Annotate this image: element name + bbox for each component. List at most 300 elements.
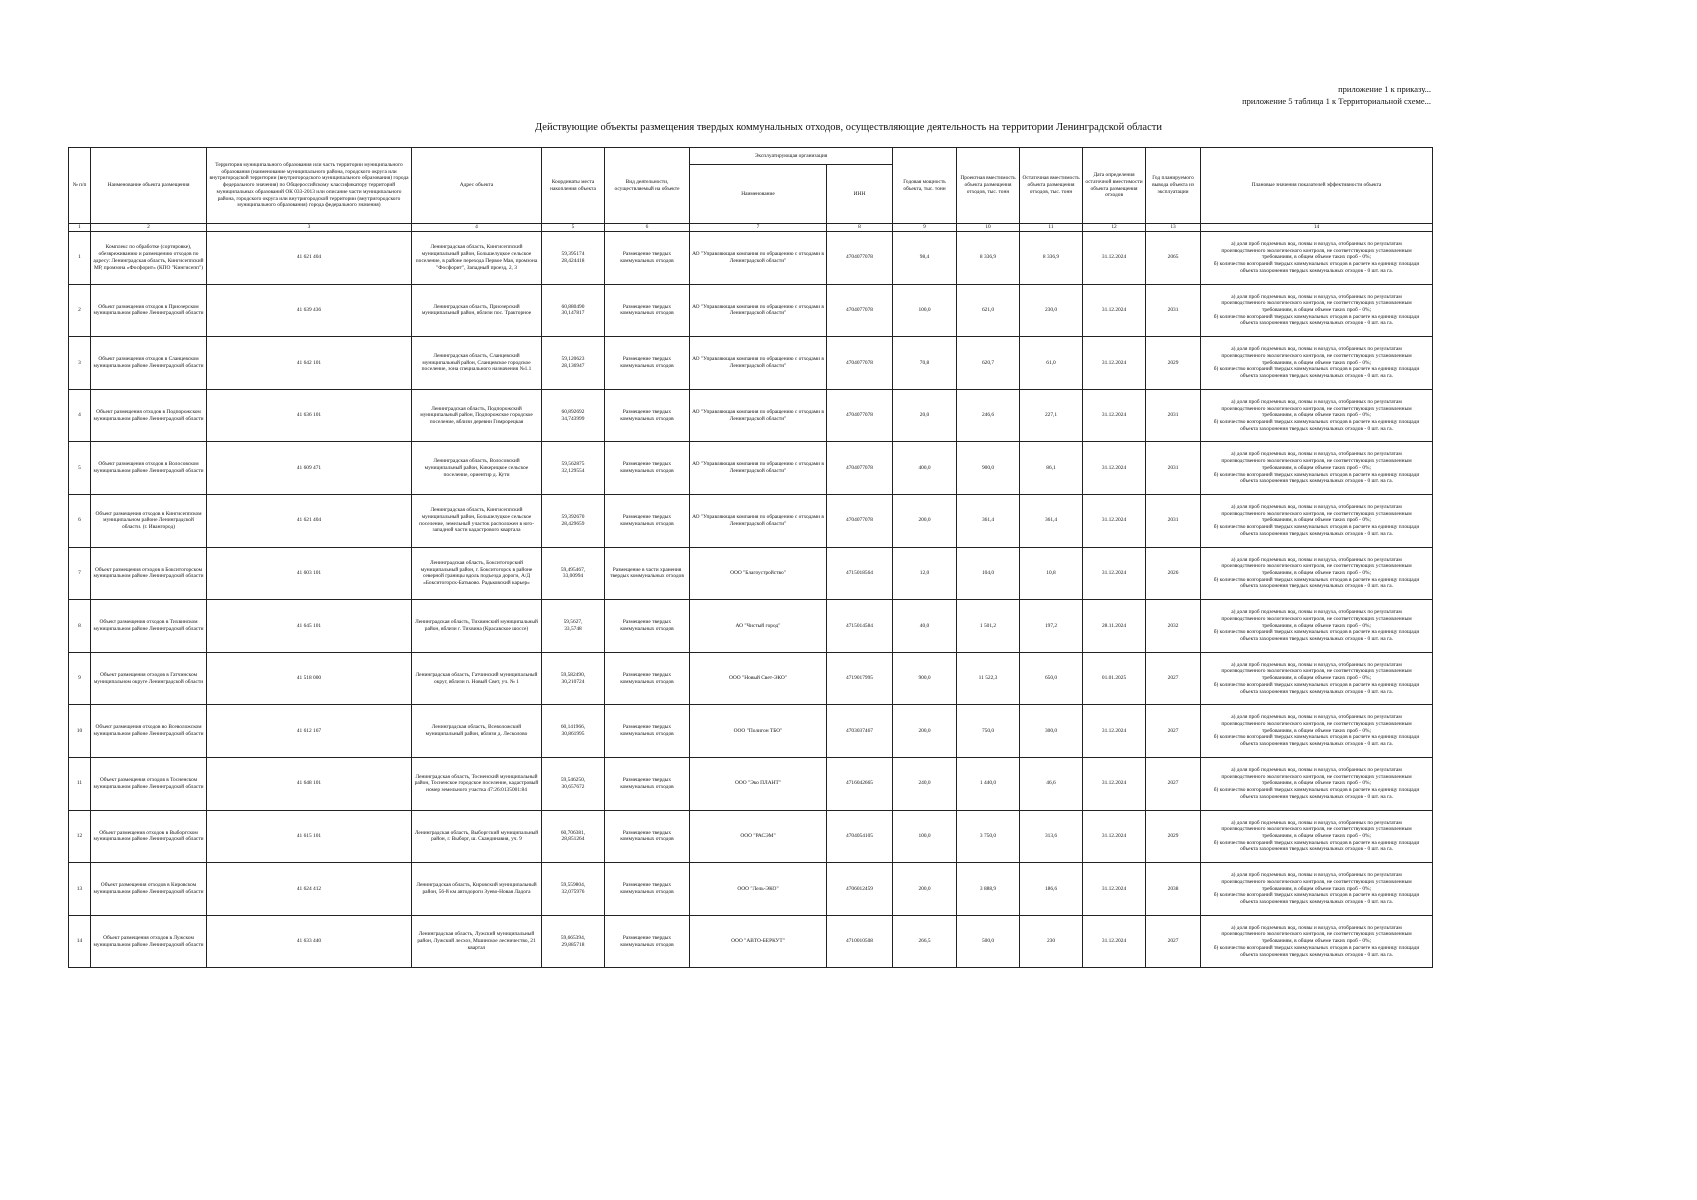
indicator-line: объекта захоронения твердых коммунальных отходов - 0 шт. на га. [1240,478,1393,485]
cell-activity: Размещение твердых коммунальных отходов [605,915,690,968]
cell-indicators [1201,810,1433,863]
cell-indicators [1201,337,1433,390]
cell-num: 3 [69,337,91,390]
cell-capacity: 240,0 [893,757,957,810]
cell-date: 31.12.2024 [1083,232,1146,285]
cell-indicators [1201,547,1433,600]
cell-capacity: 200,0 [893,863,957,916]
header-activity: Вид деятельности, осуществляемый на объекте [605,148,690,224]
cell-indicators [1201,284,1433,337]
cell-num: 7 [69,547,91,600]
cell-oktmo: 41 636 101 [207,389,412,442]
cell-coords: 59,562875 32,129554 [542,442,605,495]
header-remaining: Остаточная вместимость объекта размещения отходов, тыс. тонн [1020,148,1083,224]
cell-inn: 4704077078 [827,232,893,285]
cell-remaining: 650,0 [1020,652,1083,705]
indicator-line: б) количество возгораний твердых коммунальных отходов в расчете на единицу площади [1213,892,1420,899]
indicator-line: а) доля проб подземных вод, почвы и воздуха, отобранных по результатам [1231,504,1402,510]
indicator-line: производственного экологического контроля, не соответствующих установленным [1221,300,1412,307]
indicator-line: объекта захоронения твердых коммунальных отходов - 0 шт. на га. [1240,267,1393,274]
cell-volume: 1 501,2 [957,600,1020,653]
indicator-line: требованиям, в общем объеме таких проб - 0%; [1262,359,1372,366]
cell-capacity: 40,0 [893,600,957,653]
cell-volume: 620,7 [957,337,1020,390]
cell-remaining: 186,6 [1020,863,1083,916]
cell-oktmo: 41 609 471 [207,442,412,495]
indicator-line: б) количество возгораний твердых коммунальных отходов в расчете на единицу площади [1213,681,1420,688]
indicator-line: а) доля проб подземных вод, почвы и воздуха, отобранных по результатам [1231,766,1402,773]
indicator-line: производственного экологического контроля, не соответствующих установленным [1221,773,1412,780]
cell-inn: 4715014584 [827,600,893,653]
cell-inn: 4704077078 [827,284,893,337]
cell-oktmo: 41 639 436 [207,284,412,337]
cell-num: 11 [69,757,91,810]
cell-remaining: 300,0 [1020,705,1083,758]
cell-remaining: 227,1 [1020,389,1083,442]
column-number: 3 [207,224,412,232]
indicator-line: требованиям, в общем объеме таких проб - 0%; [1262,570,1372,576]
table-row [69,810,1433,863]
indicator-line: производственного экологического контроля, не соответствующих установленным [1221,352,1412,359]
indicator-line: объекта захоронения твердых коммунальных отходов - 0 шт. на га. [1240,741,1393,748]
cell-activity: Размещение твердых коммунальных отходов [605,600,690,653]
indicator-line: требованиям, в общем объеме таких проб - 0%; [1262,780,1372,787]
cell-capacity: 100,0 [893,284,957,337]
cell-inn: 4710010508 [827,915,893,968]
table-row [69,915,1433,968]
column-number: 4 [412,224,542,232]
indicator-line: б) количество возгораний твердых коммунальных отходов в расчете на единицу площади [1213,524,1420,531]
indicator-line: производственного экологического контроля, не соответствующих установленным [1221,721,1412,728]
indicator-line: объекта захоронения твердых коммунальных отходов - 0 шт. на га. [1240,530,1393,537]
cell-volume: 246,6 [957,389,1020,442]
cell-year: 2029 [1146,337,1201,390]
cell-date: 31.12.2024 [1083,442,1146,495]
cell-remaining: 46,6 [1020,757,1083,810]
cell-operator: ООО "Новый Свет-ЭКО" [690,652,827,705]
cell-oktmo: 41 621 404 [207,232,412,285]
cell-name: Объект размещения отходов в Подпорожском муниципальном районе Ленинградской области [91,389,207,442]
waste-facilities-table [68,147,1433,968]
appendix-note [1242,83,1431,107]
indicator-line: производственного экологического контроля, не соответствующих установленным [1221,878,1412,885]
cell-num: 6 [69,494,91,547]
cell-inn: 4715018564 [827,547,893,600]
cell-year: 2038 [1146,863,1201,916]
cell-coords: 59,495467, 33,00994 [542,547,605,600]
indicator-line: б) количество возгораний твердых коммунальных отходов в расчете на единицу площади [1213,366,1420,373]
cell-oktmo: 41 633 440 [207,915,412,968]
cell-date: 31.12.2024 [1083,389,1146,442]
cell-name: Объект размещения отходов в Тосненском муниципальном районе Ленинградской области [91,757,207,810]
indicator-line: б) количество возгораний твердых коммунальных отходов в расчете на единицу площади [1213,734,1420,741]
indicator-line: производственного экологического контроля, не соответствующих установленным [1221,247,1412,254]
cell-year: 2027 [1146,757,1201,810]
column-number: 7 [690,224,827,232]
header-coords: Координаты места накопления объекта [542,148,605,224]
cell-capacity: 12,0 [893,547,957,600]
cell-operator: ООО "АВТО-БЕРКУТ" [690,915,827,968]
cell-name: Объект размещения отходов в Сланцевском муниципальном районе Ленинградской области [91,337,207,390]
cell-name: Объект размещения отходов в Гатчинском муниципальном округе Ленинградской области [91,652,207,705]
indicator-line: производственного экологического контроля, не соответствующих установленным [1221,931,1412,938]
cell-volume: 900,0 [957,442,1020,495]
indicator-line: производственного экологического контроля, не соответствующих установленным [1221,458,1412,465]
cell-num: 9 [69,652,91,705]
indicator-line: а) доля проб подземных вод, почвы и воздуха, отобранных по результатам [1231,661,1402,668]
indicator-line: производственного экологического контроля, не соответствующих установленным [1221,668,1412,675]
cell-volume: 104,0 [957,547,1020,600]
cell-inn: 4716042665 [827,757,893,810]
cell-operator: АО "Управляющая компания по обращению с отходами в Ленинградской области" [690,337,827,390]
cell-capacity: 200,0 [893,705,957,758]
cell-oktmo: 41 518 000 [207,652,412,705]
cell-name: Объект размещения отходов в Приозерском муниципальном районе Ленинградской области [91,284,207,337]
cell-operator: АО "Управляющая компания по обращению с отходами в Ленинградской области" [690,284,827,337]
indicator-line: объекта захоронения твердых коммунальных отходов - 0 шт. на га. [1240,425,1393,432]
header-address: Адрес объекта [412,148,542,224]
column-number: 8 [827,224,893,232]
column-number: 13 [1146,224,1201,232]
cell-inn: 4704077078 [827,389,893,442]
table-row [69,547,1433,600]
cell-capacity: 400,0 [893,442,957,495]
cell-oktmo: 41 603 101 [207,547,412,600]
cell-inn: 4719017995 [827,652,893,705]
indicator-line: б) количество возгораний твердых коммунальных отходов в расчете на единицу площади [1213,576,1420,583]
cell-coords: 59,120623 28,136947 [542,337,605,390]
column-number: 5 [542,224,605,232]
cell-oktmo: 41 612 167 [207,705,412,758]
cell-num: 13 [69,863,91,916]
cell-volume: 8 336,9 [957,232,1020,285]
cell-year: 2026 [1146,547,1201,600]
cell-year: 2027 [1146,705,1201,758]
cell-date: 31.12.2024 [1083,810,1146,863]
cell-operator: ООО "Эко ПЛАНТ" [690,757,827,810]
cell-operator: ООО "Лель-ЭКО" [690,863,827,916]
cell-operator: АО "Управляющая компания по обращению с отходами в Ленинградской области" [690,389,827,442]
column-number: 2 [91,224,207,232]
cell-remaining: 61,0 [1020,337,1083,390]
cell-oktmo: 41 621 404 [207,494,412,547]
header-name: Наименование объекта размещения [91,148,207,224]
cell-activity: Размещение твердых коммунальных отходов [605,810,690,863]
cell-oktmo: 41 615 101 [207,810,412,863]
cell-date: 01.01.2025 [1083,652,1146,705]
header-volume: Проектная вместимость объекта размещения отходов, тыс. тонн [957,148,1020,224]
cell-address: Ленинградская область, Кингисеппский муниципальный район, Большелуцкое сельское поселение, в районе перехода Первое Мая, промзона "Фосфорит", Западный проезд, 2, 3 [412,232,542,285]
indicator-line: б) количество возгораний твердых коммунальных отходов в расчете на единицу площади [1213,839,1420,846]
cell-capacity: 98,4 [893,232,957,285]
cell-operator: АО "Управляющая компания по обращению с отходами в Ленинградской области" [690,494,827,547]
header-territory: Территория муниципального образования или часть территории муниципального образования (наименование муниципального района, городского округа или внутригородской территории (внутригородского муниципального образования) города федерального значения) по Общероссийскому классификатору территорий муниципальных образований ОК 033-2013 или описание части муниципального района, городского округа или внутригородской территории (внутригородского муниципального образования) города федерального значения) [207,148,412,224]
cell-remaining: 361,4 [1020,494,1083,547]
cell-operator: АО "Управляющая компания по обращению с отходами в Ленинградской области" [690,442,827,495]
cell-volume: 3 888,9 [957,863,1020,916]
cell-activity: Размещение твердых коммунальных отходов [605,389,690,442]
cell-capacity: 20,0 [893,389,957,442]
indicator-line: производственного экологического контроля, не соответствующих установленным [1221,563,1412,570]
indicator-line: объекта захоронения твердых коммунальных отходов - 0 шт. на га. [1240,320,1393,327]
indicator-line: а) доля проб подземных вод, почвы и воздуха, отобранных по результатам [1231,924,1402,931]
cell-name: Объект размещения отходов в Лужском муниципальном районе Ленинградской области [91,915,207,968]
cell-coords: 59,392670 28,429659 [542,494,605,547]
cell-name: Объект размещения отходов во Всеволожском муниципальном районе Ленинградской области [91,705,207,758]
cell-indicators [1201,389,1433,442]
cell-name: Объект размещения отходов в Кировском муниципальном районе Ленинградской области [91,863,207,916]
cell-indicators [1201,232,1433,285]
indicator-line: производственного экологического контроля, не соответствующих установленным [1221,615,1412,622]
indicator-line: объекта захоронения твердых коммунальных отходов - 0 шт. на га. [1240,793,1393,800]
indicator-line: требованиям, в общем объеме таких проб - 0%; [1262,727,1372,734]
table-row [69,389,1433,442]
cell-num: 5 [69,442,91,495]
header-inn: ИНН [827,165,893,224]
cell-activity: Размещение твердых коммунальных отходов [605,863,690,916]
cell-activity: Размещение твердых коммунальных отходов [605,442,690,495]
indicator-line: требованиям, в общем объеме таких проб - 0%; [1262,622,1372,629]
cell-remaining: 230 [1020,915,1083,968]
cell-operator: ООО "РАСЭМ" [690,810,827,863]
cell-operator: АО "Управляющая компания по обращению с отходами в Ленинградской области" [690,232,827,285]
cell-date: 31.12.2024 [1083,757,1146,810]
indicator-line: требованиям, в общем объеме таких проб - 0%; [1262,675,1372,682]
cell-year: 2027 [1146,915,1201,968]
cell-coords: 59,5627, 33,5748 [542,600,605,653]
cell-inn: 4704077078 [827,494,893,547]
cell-inn: 4703037467 [827,705,893,758]
indicator-line: требованиям, в общем объеме таких проб - 0%; [1262,412,1372,419]
cell-num: 12 [69,810,91,863]
cell-year: 2027 [1146,652,1201,705]
cell-year: 2032 [1146,600,1201,653]
cell-capacity: 200,0 [893,494,957,547]
cell-indicators [1201,600,1433,653]
column-number: 14 [1201,224,1433,232]
indicator-line: производственного экологического контроля, не соответствующих установленным [1221,405,1412,412]
cell-address: Ленинградская область, Волосовский муниципальный район, Кикерицкое сельское поселение, ориентир д. Кути [412,442,542,495]
cell-date: 31.12.2024 [1083,547,1146,600]
indicator-line: а) доля проб подземных вод, почвы и воздуха, отобранных по результатам [1231,451,1402,458]
cell-address: Ленинградская область, Приозерский муниципальный район, вблизи пос. Тракторное [412,284,542,337]
table-body [69,232,1433,968]
cell-remaining: 10,8 [1020,547,1083,600]
cell-oktmo: 41 648 101 [207,757,412,810]
cell-indicators [1201,705,1433,758]
cell-num: 14 [69,915,91,968]
table-row [69,652,1433,705]
indicator-line: объекта захоронения твердых коммунальных отходов - 0 шт. на га. [1240,636,1393,642]
cell-coords: 59,665394, 29,885718 [542,915,605,968]
cell-operator: ООО "Полигон ТБО" [690,705,827,758]
table-row [69,757,1433,810]
cell-activity: Размещение твердых коммунальных отходов [605,337,690,390]
cell-address: Ленинградская область, Кировский муниципальный район, 56-й км автодороги Зуево-Новая Ладога [412,863,542,916]
cell-indicators [1201,757,1433,810]
indicator-line: объекта захоронения твердых коммунальных отходов - 0 шт. на га. [1240,846,1393,853]
header-operator-name: Наименование [690,165,827,224]
cell-date: 31.12.2024 [1083,705,1146,758]
cell-name: Комплекс по обработке (сортировке), обезвреживанию и размещению отходов по адресу: Ленинградская область, Кингисеппский МР, промзона «Фосфорит» (КПО "Кингисепп") [91,232,207,285]
indicator-line: б) количество возгораний твердых коммунальных отходов в расчете на единицу площади [1213,944,1420,951]
cell-num: 8 [69,600,91,653]
table-row [69,337,1433,390]
cell-coords: 60,880490 30,147817 [542,284,605,337]
table-row [69,863,1433,916]
cell-activity: Размещение твердых коммунальных отходов [605,757,690,810]
indicator-line: б) количество возгораний твердых коммунальных отходов в расчете на единицу площади [1213,787,1420,794]
cell-coords: 60,706381, 28,851264 [542,810,605,863]
cell-oktmo: 41 624 412 [207,863,412,916]
indicator-line: а) доля проб подземных вод, почвы и воздуха, отобранных по результатам [1231,398,1402,405]
column-number: 1 [69,224,91,232]
indicator-line: требованиям, в общем объеме таких проб - 0%; [1262,464,1372,471]
header-operator-group: Эксплуатирующая организация [690,148,893,165]
cell-remaining: 8 336,9 [1020,232,1083,285]
indicator-line: требованиям, в общем объеме таких проб - 0%; [1262,885,1372,892]
cell-address: Ленинградская область, Гатчинский муниципальный округ, вблизи п. Новый Свет, уч. № 1 [412,652,542,705]
indicator-line: требованиям, в общем объеме таких проб - 0%; [1262,517,1372,524]
cell-activity: Размещение в части хранения твердых коммунальных отходов [605,547,690,600]
cell-num: 1 [69,232,91,285]
cell-inn: 4704054105 [827,810,893,863]
cell-coords: 60,892692 34,743999 [542,389,605,442]
cell-activity: Размещение твердых коммунальных отходов [605,284,690,337]
cell-date: 28.11.2024 [1083,600,1146,653]
indicator-line: б) количество возгораний твердых коммунальных отходов в расчете на единицу площади [1213,261,1420,268]
column-number: 11 [1020,224,1083,232]
cell-inn: 4704077078 [827,337,893,390]
header-num: № п/п [69,148,91,224]
indicator-line: а) доля проб подземных вод, почвы и воздуха, отобранных по результатам [1231,872,1402,879]
cell-name: Объект размещения отходов в Волосовском муниципальном районе Ленинградской области [91,442,207,495]
cell-inn: 4704077078 [827,442,893,495]
cell-date: 31.12.2024 [1083,284,1146,337]
table-header [69,148,1433,232]
cell-activity: Размещение твердых коммунальных отходов [605,652,690,705]
cell-address: Ленинградская область, Лужский муниципальный район, Лужский лесхоз, Мшинское лесничество, 21 квартал [412,915,542,968]
table-row [69,232,1433,285]
cell-volume: 3 750,0 [957,810,1020,863]
cell-activity: Размещение твердых коммунальных отходов [605,494,690,547]
cell-operator: АО "Чистый город" [690,600,827,653]
indicator-line: требованиям, в общем объеме таких проб - 0%; [1262,307,1372,314]
cell-volume: 361,4 [957,494,1020,547]
indicator-line: производственного экологического контроля, не соответствующих установленным [1221,510,1412,517]
indicator-line: требованиям, в общем объеме таких проб - 0%; [1262,938,1372,945]
cell-name: Объект размещения отходов в Выборгском муниципальном районе Ленинградской области [91,810,207,863]
cell-remaining: 313,6 [1020,810,1083,863]
cell-coords: 59,582490, 30,210724 [542,652,605,705]
cell-indicators [1201,915,1433,968]
cell-oktmo: 41 642 101 [207,337,412,390]
cell-volume: 11 522,3 [957,652,1020,705]
cell-num: 4 [69,389,91,442]
document-title: Действующие объекты размещения твердых коммунальных отходов, осуществляющие деятельность на территории Ленинградской области [535,122,1162,133]
cell-address: Ленинградская область, Бокситогорский муниципальный район, г. Бокситогорск в районе северной границы вдоль подъезда дороги, А/Д «Бокситогорск-Батьково. Радьковский карьер» [412,547,542,600]
cell-year: 2031 [1146,389,1201,442]
appendix-line-2: приложение 5 таблица 1 к Территориальной схеме... [1242,96,1431,106]
cell-date: 31.12.2024 [1083,915,1146,968]
indicator-line: б) количество возгораний твердых коммунальных отходов в расчете на единицу площади [1213,471,1420,478]
cell-year: 2065 [1146,232,1201,285]
appendix-line-1: приложение 1 к приказу... [1338,84,1431,94]
cell-activity: Размещение твердых коммунальных отходов [605,705,690,758]
table-row [69,705,1433,758]
cell-remaining: 86,1 [1020,442,1083,495]
cell-capacity: 900,0 [893,652,957,705]
indicator-line: б) количество возгораний твердых коммунальных отходов в расчете на единицу площади [1213,629,1420,636]
indicator-line: а) доля проб подземных вод, почвы и воздуха, отобранных по результатам [1231,556,1402,563]
indicator-line: требованиям, в общем объеме таких проб - 0%; [1262,832,1372,839]
indicator-line: объекта захоронения твердых коммунальных отходов - 0 шт. на га. [1240,583,1393,590]
cell-capacity: 70,8 [893,337,957,390]
cell-name: Объект размещения отходов в Тихвинском муниципальном районе Ленинградской области [91,600,207,653]
indicator-line: а) доля проб подземных вод, почвы и воздуха, отобранных по результатам [1231,346,1402,353]
cell-remaining: 197,2 [1020,600,1083,653]
cell-indicators [1201,863,1433,916]
header-indicators: Плановые значения показателей эффективности объекта [1201,148,1433,224]
cell-year: 2029 [1146,810,1201,863]
indicator-line: объекта захоронения твердых коммунальных отходов - 0 шт. на га. [1240,688,1393,695]
cell-oktmo: 41 645 101 [207,600,412,653]
indicator-line: а) доля проб подземных вод, почвы и воздуха, отобранных по результатам [1231,293,1402,300]
cell-address: Ленинградская область, Всеволожский муниципальный район, вблизи д. Лесколово [412,705,542,758]
cell-volume: 500,0 [957,915,1020,968]
cell-remaining: 230,0 [1020,284,1083,337]
column-number: 9 [893,224,957,232]
cell-address: Ленинградская область, Тосненский муниципальный район, Тосненское городское поселение, кадастровый номер земельного участка 47:26:0135001:84 [412,757,542,810]
cell-num: 10 [69,705,91,758]
cell-num: 2 [69,284,91,337]
cell-coords: 59,395174 28,424418 [542,232,605,285]
cell-volume: 750,0 [957,705,1020,758]
cell-coords: 59,546250, 30,657672 [542,757,605,810]
cell-year: 2031 [1146,442,1201,495]
cell-address: Ленинградская область, Тихвинский муниципальный район, вблизи г. Тихвина (Красавское шоссе) [412,600,542,653]
cell-operator: ООО "Благоустройство" [690,547,827,600]
header-capacity: Годовая мощность объекта, тыс. тонн [893,148,957,224]
indicator-line: а) доля проб подземных вод, почвы и воздуха, отобранных по результатам [1231,609,1402,616]
indicator-line: объекта захоронения твердых коммунальных отходов - 0 шт. на га. [1240,898,1393,905]
indicator-line: объекта захоронения твердых коммунальных отходов - 0 шт. на га. [1240,373,1393,380]
cell-capacity: 100,0 [893,810,957,863]
cell-address: Ленинградская область, Сланцевский муниципальный район, Сланцевское городское поселение, зона специального назначения №1.1 [412,337,542,390]
column-number: 12 [1083,224,1146,232]
indicator-line: требованиям, в общем объеме таких проб - 0%; [1262,254,1372,261]
cell-name: Объект размещения отходов в Кингисеппском муниципальном районе Ленинградской области. (г. Ивангород) [91,494,207,547]
cell-year: 2031 [1146,284,1201,337]
cell-coords: 59,559804, 32,075976 [542,863,605,916]
cell-indicators [1201,494,1433,547]
indicator-line: а) доля проб подземных вод, почвы и воздуха, отобранных по результатам [1231,241,1402,248]
cell-volume: 621,0 [957,284,1020,337]
cell-address: Ленинградская область, Выборгский муниципальный район, г. Выборг, ш. Скандинавия, уч. 9 [412,810,542,863]
cell-date: 31.12.2024 [1083,337,1146,390]
cell-volume: 1 440,0 [957,757,1020,810]
table-row [69,494,1433,547]
cell-address: Ленинградская область, Кингисеппский муниципальный район, Большелуцкое сельское поселение, земельный участок расположен в юго-западной части кадастрового квартала [412,494,542,547]
cell-name: Объект размещения отходов в Бокситогорском муниципальном районе Ленинградской области [91,547,207,600]
column-number: 6 [605,224,690,232]
indicator-line: а) доля проб подземных вод, почвы и воздуха, отобранных по результатам [1231,819,1402,826]
cell-capacity: 266,5 [893,915,957,968]
cell-date: 31.12.2024 [1083,494,1146,547]
indicator-line: а) доля проб подземных вод, почвы и воздуха, отобранных по результатам [1231,714,1402,721]
header-remaining-date: Дата определения остаточной вместимости объекта размещения отходов [1083,148,1146,224]
column-number: 10 [957,224,1020,232]
